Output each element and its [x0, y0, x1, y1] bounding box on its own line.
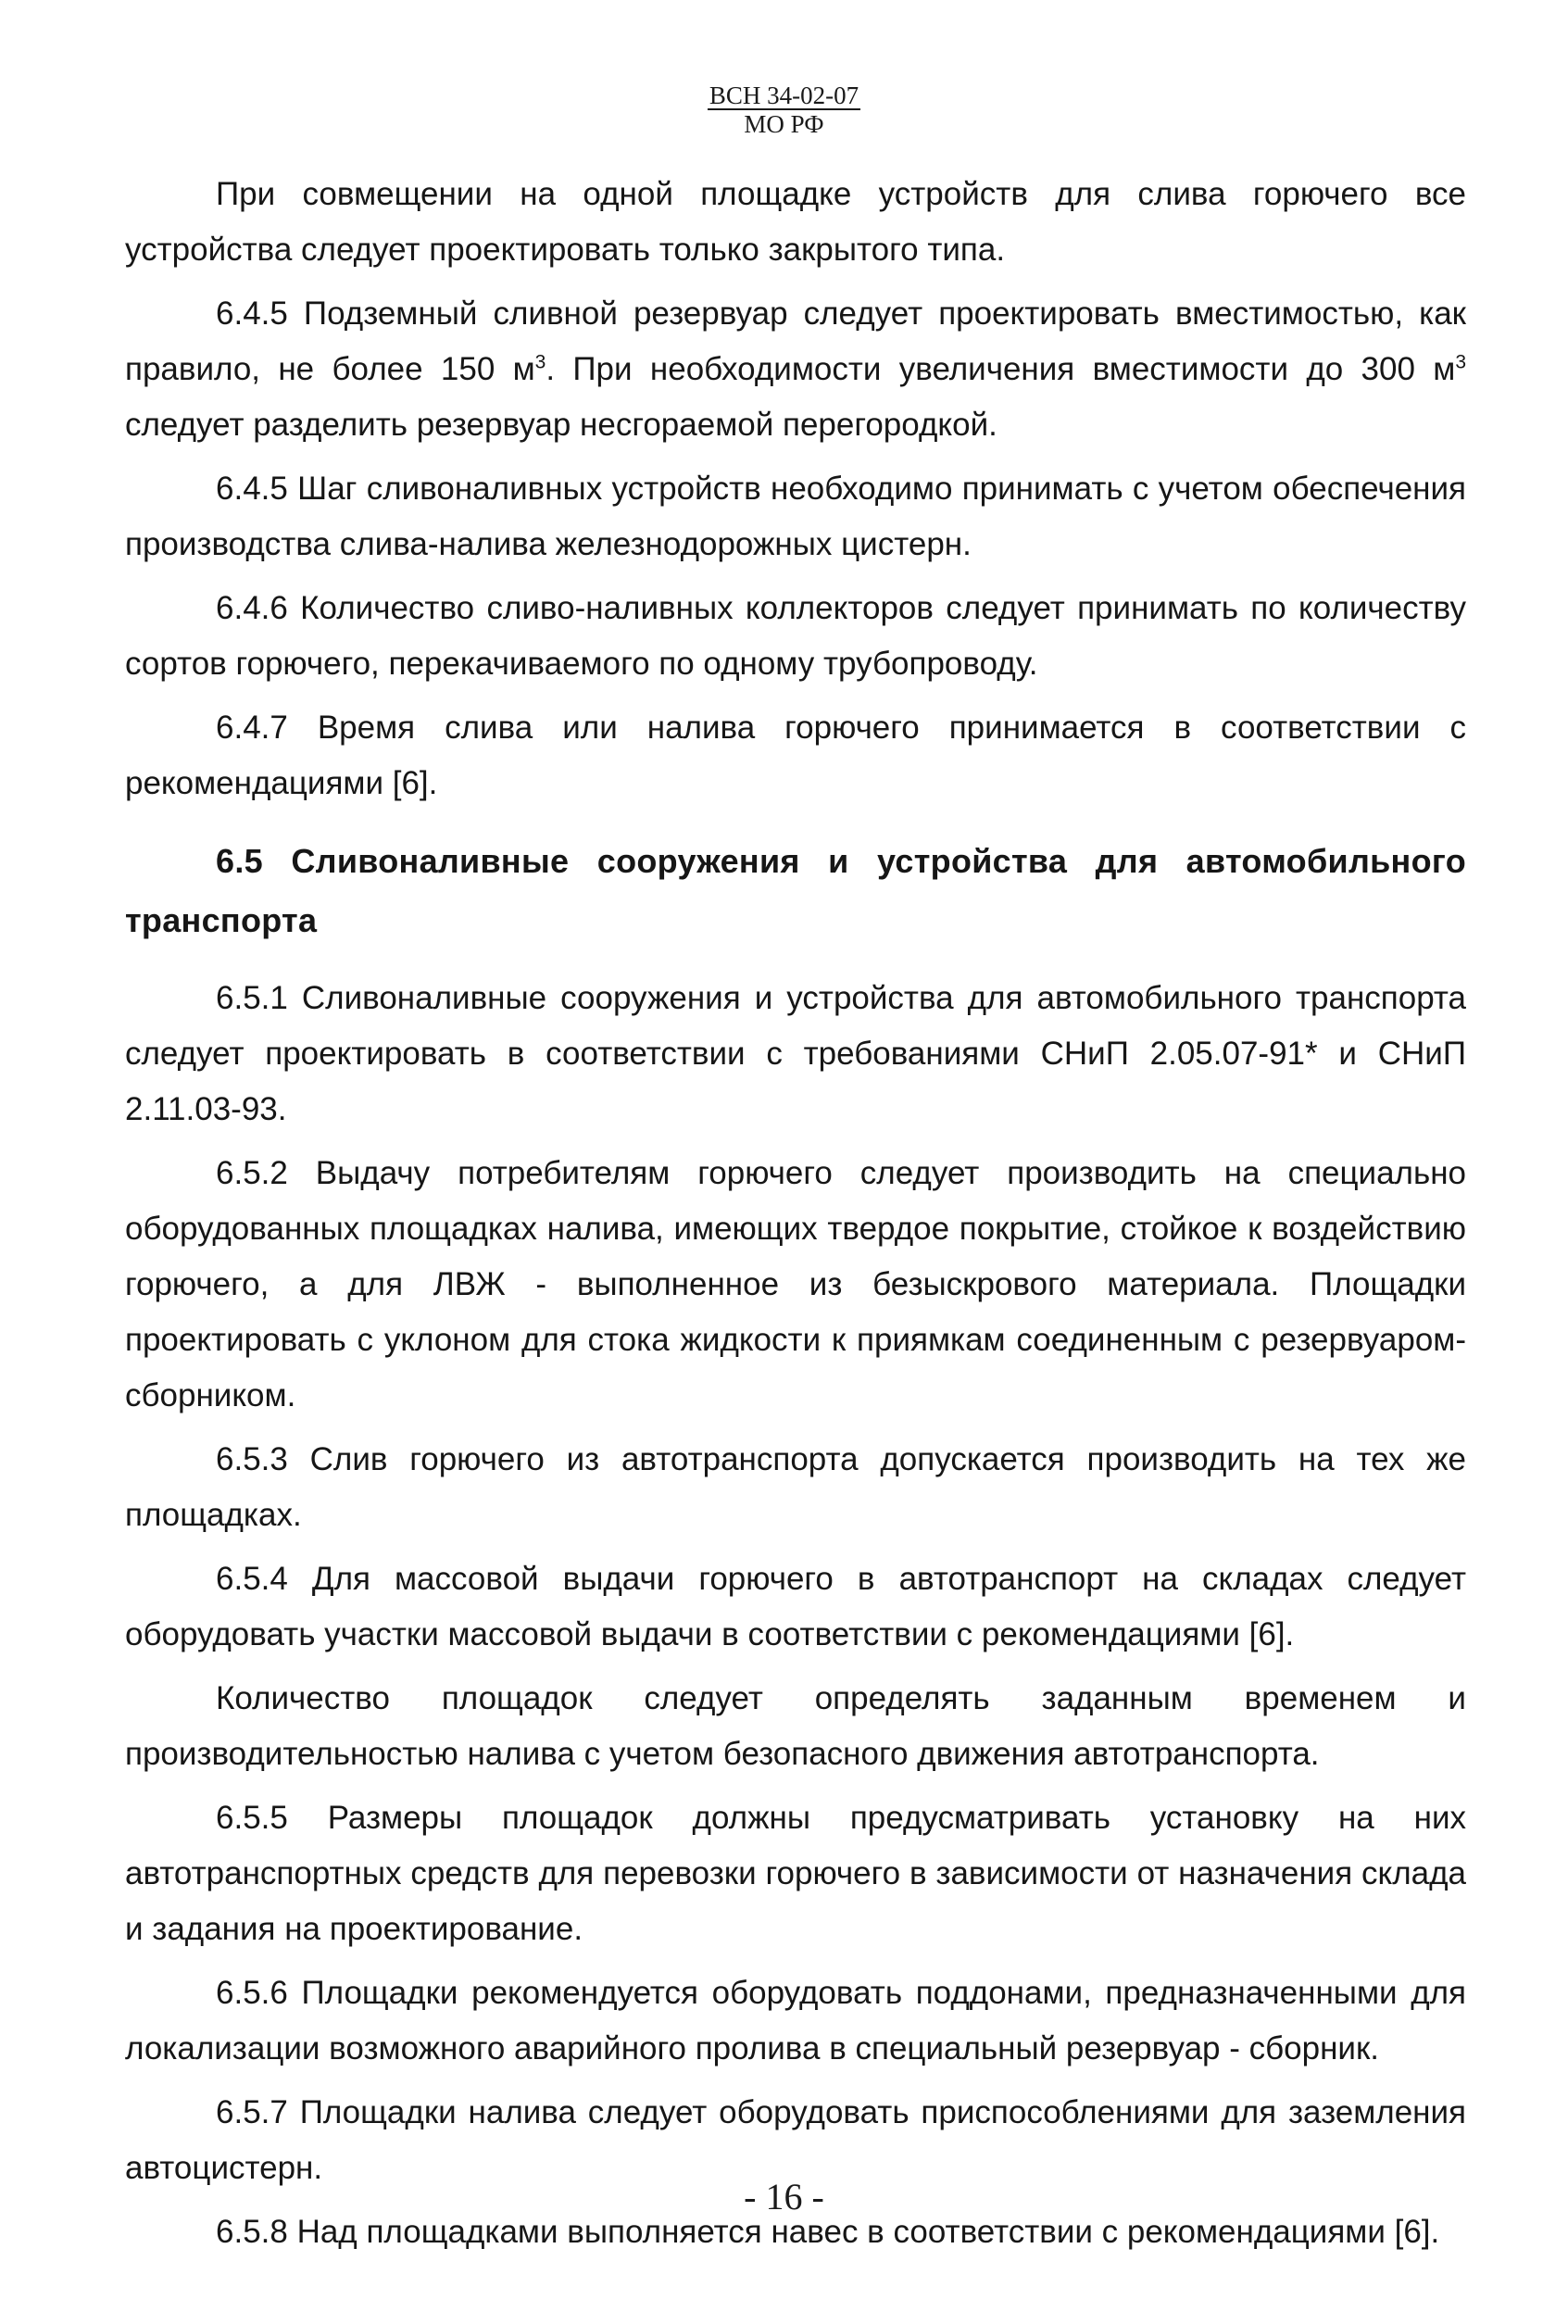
section-heading-6-5: 6.5 Сливоналивные сооружения и устройства для автомобильного транспорта	[125, 842, 1466, 939]
paragraph-6-5-4: 6.5.4 Для массовой выдачи горючего в автотранспорт на складах следует оборудовать участки массовой выдачи в соответствии с рекомендациями [6].	[125, 1561, 1466, 1652]
paragraph-6-4-5-reservoir	[125, 286, 1466, 453]
document-organization: МО РФ	[744, 110, 824, 138]
paragraph-text: следует разделить резервуар несгораемой перегородкой.	[125, 407, 997, 443]
paragraph-6-5-8: 6.5.8 Над площадками выполняется навес в соответствии с рекомендациями [6].	[216, 2214, 1440, 2250]
document-body	[125, 167, 1466, 2268]
paragraph-platform-count: Количество площадок следует определять заданным временем и производительностью налива с учетом безопасного движения автотранспорта.	[125, 1680, 1466, 1772]
paragraph-combined-platform: При совмещении на одной площадке устройств для слива горючего все устройства следует проектировать только закрытого типа.	[125, 176, 1466, 268]
paragraph-6-5-7: 6.5.7 Площадки налива следует оборудовать приспособлениями для заземления автоцистерн.	[125, 2094, 1466, 2186]
superscript: 3	[1455, 351, 1466, 373]
document-code: ВСН 34-02-07	[709, 82, 859, 109]
page-number: - 16 -	[744, 2176, 824, 2217]
paragraph-6-5-2: 6.5.2 Выдачу потребителям горючего следует производить на специально оборудованных площадках налива, имеющих твердое покрытие, стойкое к воздействию горючего, а для ЛВЖ - выполненное из безыскрового материала. Площадки проектировать с уклоном для стока жидкости к приямкам соединенным с резервуаром-сборником.	[125, 1155, 1466, 1413]
paragraph-6-5-5: 6.5.5 Размеры площадок должны предусматривать установку на них автотранспортных средств для перевозки горючего в зависимости от назначения склада и задания на проектирование.	[125, 1800, 1466, 1947]
paragraph-6-4-6: 6.4.6 Количество сливо-наливных коллекторов следует принимать по количеству сортов горючего, перекачиваемого по одному трубопроводу.	[125, 590, 1466, 682]
paragraph-6-4-7: 6.4.7 Время слива или налива горючего принимается в соответствии с рекомендациями [6].	[125, 710, 1466, 801]
paragraph-6-4-5-step: 6.4.5 Шаг сливоналивных устройств необходимо принимать с учетом обеспечения производства слива-налива железнодорожных цистерн.	[125, 471, 1466, 562]
paragraph-6-5-1: 6.5.1 Сливоналивные сооружения и устройства для автомобильного транспорта следует проектировать в соответствии с требованиями СНиП 2.05.07-91* и СНиП 2.11.03-93.	[125, 980, 1466, 1127]
paragraph-text: . При необходимости увеличения вместимости до 300 м	[546, 351, 1456, 387]
superscript: 3	[534, 351, 546, 373]
paragraph-6-5-3: 6.5.3 Слив горючего из автотранспорта допускается производить на тех же площадках.	[125, 1441, 1466, 1533]
document-header	[0, 82, 1568, 138]
paragraph-6-5-6: 6.5.6 Площадки рекомендуется оборудовать поддонами, предназначенными для локализации возможного аварийного пролива в специальный резервуар - сборник.	[125, 1975, 1466, 2066]
paragraph-text: 6.4.5 Подземный сливной резервуар следует проектировать вместимостью, как правило, не более 150 м	[125, 295, 1466, 387]
